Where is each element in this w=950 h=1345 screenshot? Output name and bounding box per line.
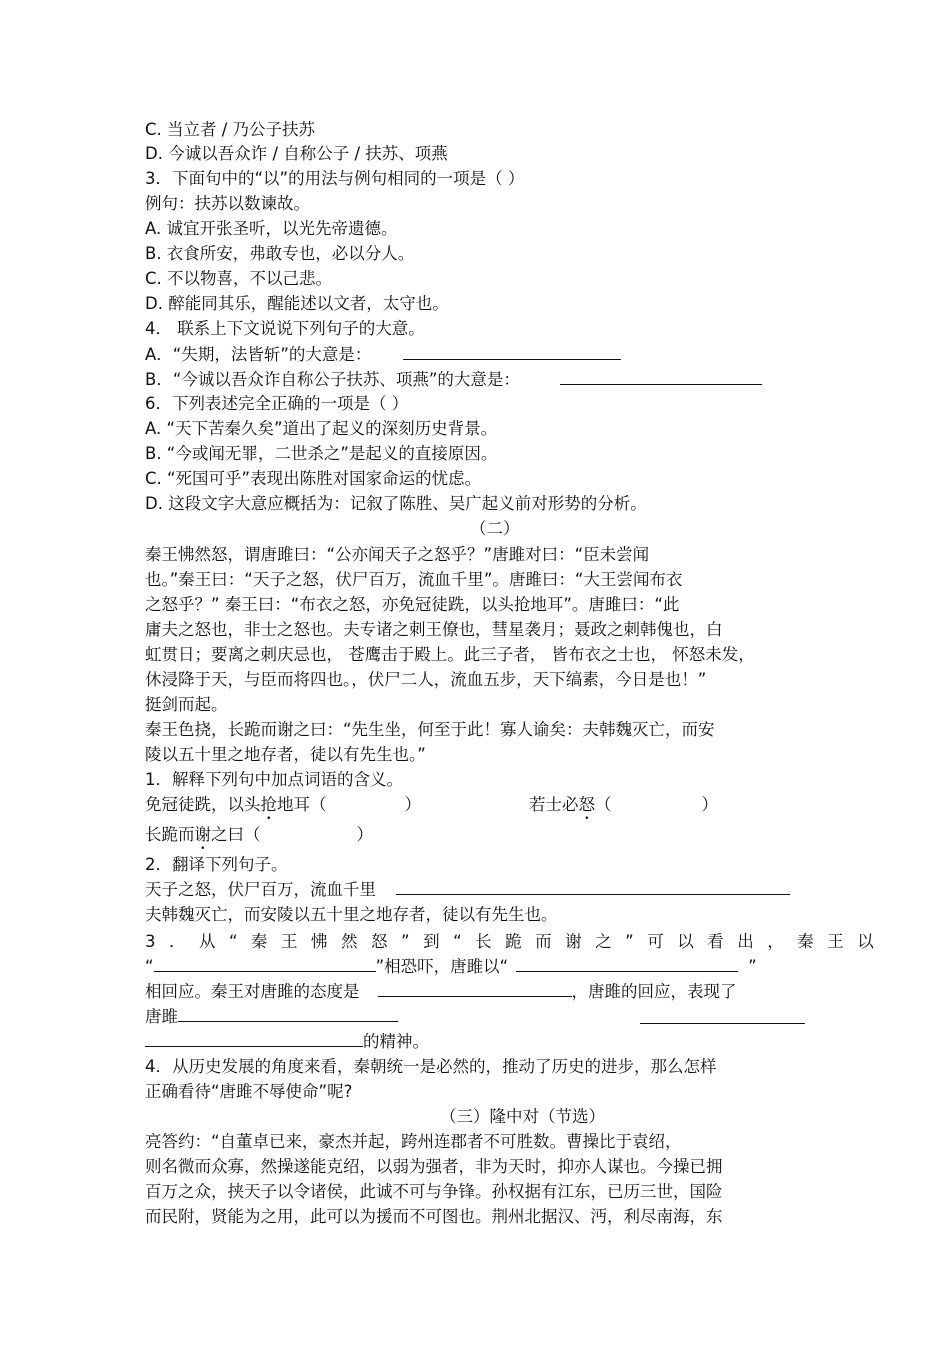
answer-blank[interactable] — [516, 955, 738, 972]
question-3-tangju — [145, 1005, 398, 1029]
question-4a-text: A．“失期，法皆斩”的大意是： — [145, 345, 372, 364]
answer-blank[interactable] — [178, 1005, 398, 1022]
item-text: ） — [356, 825, 373, 844]
passage-line: 秦王怫然怒，谓唐雎曰：“公亦闻天子之怒乎？”唐雎对曰：“臣未尝闻 — [145, 545, 650, 564]
item-text: 天子之怒，伏尸百万，流血千里 — [145, 880, 376, 899]
question-1: 1．解释下列句中加点词语的含义。 — [145, 770, 403, 789]
item-text: ”相恐吓，唐雎以“ — [375, 957, 509, 976]
passage-line: 挺剑而起。 — [145, 695, 228, 714]
question-3-blanks — [145, 955, 757, 979]
question-2: 2．翻译下列句子。 — [145, 855, 288, 874]
passage-line: 庸夫之怒也，非士之怒也。夫专诸之刺王僚也，彗星袭月；聂政之刺韩傀也，白 — [145, 620, 723, 639]
item-text: 相回应。秦王对唐雎的态度是 — [145, 982, 360, 1001]
answer-blank[interactable] — [403, 343, 621, 360]
option-b-line: B. 衣食所安，弗敢专也，必以分人。 — [145, 244, 415, 263]
passage-line: 之怒乎？” 秦王曰：“布衣之怒，亦免冠徒跣，以头抢地耳”。唐雎曰：“此 — [145, 595, 680, 614]
item-text: 免冠徒跣，以头 — [145, 795, 261, 814]
question-4b-text: B．“今诚以吾众诈自称公子扶苏、项燕”的大意是： — [145, 370, 520, 389]
question-3: 3．从“秦王怫然怒”到“长跪而谢之”可以看出，秦王以 — [145, 932, 888, 951]
question-3: 3．下面句中的“以”的用法与例句相同的一项是（ ） — [145, 169, 525, 188]
option-d-line: D. 醉能同其乐，醒能述以文者，太守也。 — [145, 294, 449, 313]
item-text: 地耳（ — [277, 795, 327, 814]
question-4-cont: 正确看待“唐雎不辱使命”呢? — [145, 1082, 353, 1101]
question-1-items-row2 — [145, 823, 373, 847]
answer-blank[interactable] — [145, 1030, 363, 1047]
translate-item-1 — [145, 878, 790, 902]
option-a-line: A. 诚宜开张圣听，以光先帝遗德。 — [145, 219, 398, 238]
passage-line: 虹贯日；要离之刺庆忌也， 苍鹰击于殿上。此三子者， 皆布衣之士也， 怀怒未发， — [145, 645, 755, 664]
passage-line: 休浸降于天，与臣而将四也。，伏尸二人，流血五步，天下缟素，今日是也！” — [145, 670, 707, 689]
item-text: 的精神。 — [363, 1032, 429, 1051]
passage-line: 陵以五十里之地存者，徒以有先生也。” — [145, 745, 426, 764]
item-text: 长跪而 — [145, 825, 195, 844]
option-d-line: D. 今诚以吾众诈 / 自称公子 / 扶苏、项燕 — [145, 144, 448, 163]
example-sentence: 例句：扶苏以数谏故。 — [145, 194, 310, 213]
option-c-line: C. 不以物喜，不以己悲。 — [145, 269, 333, 288]
answer-blank[interactable] — [396, 878, 790, 895]
question-4: 4．从历史发展的角度来看，秦朝统一是必然的，推动了历史的进步，那么怎样 — [145, 1057, 717, 1076]
passage-line: 则名微而众寡，然操遂能克绍，以弱为强者，非为天时，抑亦人谋也。今操已拥 — [145, 1157, 723, 1176]
answer-blank[interactable] — [640, 1007, 805, 1024]
question-3-attitude — [145, 980, 737, 1004]
answer-blank[interactable] — [154, 955, 376, 972]
passage-line: 秦王色挠，长跪而谢之曰：“先生坐，何至于此！寡人谕矣：夫韩魏灭亡，而安 — [145, 720, 715, 739]
item-text: “ — [145, 957, 154, 976]
passage-line: 百万之众，挟天子以令诸侯，此诚不可与争锋。孙权据有江东，已历三世，国险 — [145, 1182, 723, 1201]
option-c-line: C. “死国可乎”表现出陈胜对国家命运的忧虑。 — [145, 469, 482, 488]
question-4b — [145, 368, 762, 392]
dotted-word: 谢 — [194, 825, 211, 844]
section-heading-2: （二） — [470, 519, 520, 538]
question-1-items-row1 — [145, 793, 718, 817]
question-6: 6．下列表述完全正确的一项是（ ） — [145, 394, 409, 413]
item-text: ） — [404, 795, 421, 814]
answer-blank[interactable] — [378, 980, 572, 997]
option-c-line: C. 当立者 / 乃公子扶苏 — [145, 120, 316, 139]
item-text: ” — [748, 957, 757, 976]
item-text: ） — [701, 795, 718, 814]
dotted-word: 抢 — [260, 795, 277, 814]
item-text: 之曰（ — [211, 825, 261, 844]
question-4: 4． 联系上下文说说下列句子的大意。 — [145, 319, 425, 338]
question-4a — [145, 343, 621, 367]
answer-blank[interactable] — [560, 368, 762, 385]
item-text: （ — [595, 795, 612, 814]
option-b-line: B. “今或闻无罪，二世杀之”是起义的直接原因。 — [145, 444, 498, 463]
section-heading-3: （三）隆中对（节选） — [440, 1107, 605, 1126]
dotted-word: 怒 — [578, 795, 595, 814]
option-d-line: D. 这段文字大意应概括为：记叙了陈胜、吴广起义前对形势的分析。 — [145, 494, 647, 513]
item-text: ，唐雎的回应，表现了 — [571, 982, 737, 1001]
passage-line: 亮答约：“自董卓已来，豪杰并起，跨州连郡者不可胜数。曹操比于袁绍， — [145, 1132, 682, 1151]
item-text: 若士必 — [529, 795, 579, 814]
item-text: 唐雎 — [145, 1007, 178, 1026]
passage-line: 而民附，贤能为之用，此可以为援而不可图也。荆州北据汉、沔，利尽南海，东 — [145, 1207, 723, 1226]
question-3-spirit — [145, 1030, 429, 1054]
translate-item-2: 夫韩魏灭亡，而安陵以五十里之地存者，徒以有先生也。 — [145, 905, 558, 924]
option-a-line: A. “天下苦秦久矣”道出了起义的深刻历史背景。 — [145, 419, 498, 438]
passage-line: 也。”秦王曰：“天子之怒，伏尸百万，流血千里”。唐雎曰：“大王尝闻布衣 — [145, 570, 683, 589]
